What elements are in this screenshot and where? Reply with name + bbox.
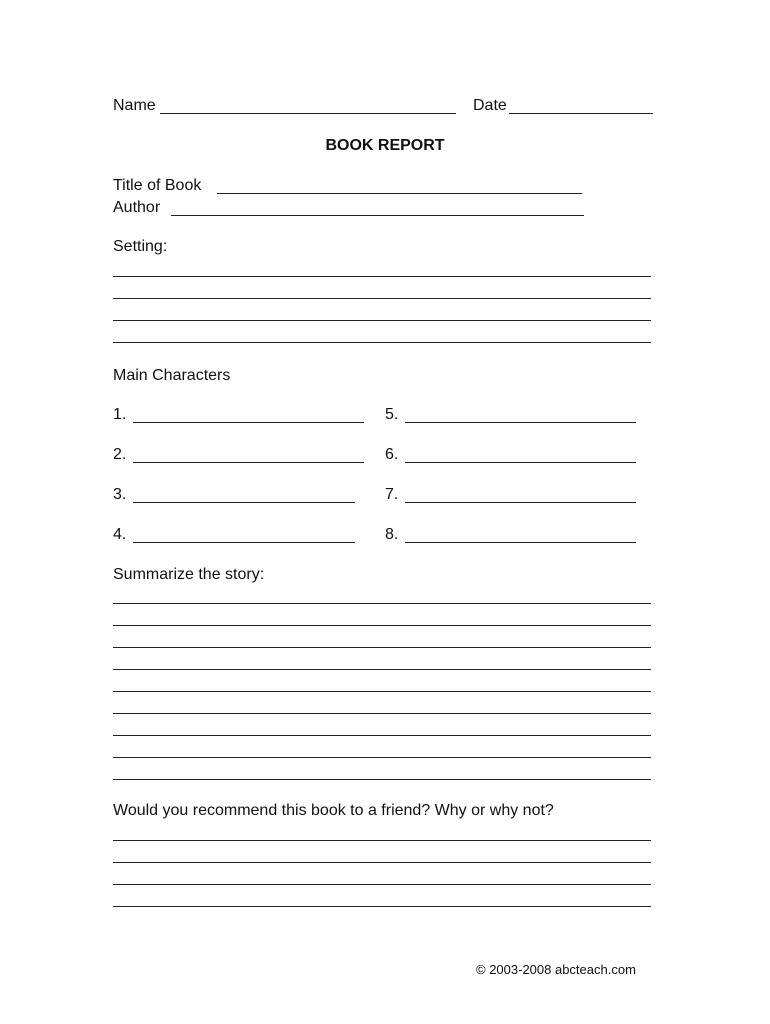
summary-line[interactable] — [113, 603, 651, 604]
page-title: BOOK REPORT — [325, 137, 445, 154]
date-label: Date — [473, 97, 507, 114]
character-number: 6. — [385, 446, 399, 463]
summary-line[interactable] — [113, 647, 651, 648]
setting-label: Setting: — [113, 238, 168, 255]
setting-line[interactable] — [113, 276, 651, 277]
summary-line[interactable] — [113, 713, 651, 714]
character-field-7[interactable] — [405, 502, 636, 503]
summary-line[interactable] — [113, 757, 651, 758]
setting-line[interactable] — [113, 298, 651, 299]
character-number: 5. — [385, 406, 399, 423]
name-field[interactable] — [160, 113, 456, 114]
book-title-label: Title of Book — [113, 177, 202, 194]
character-number: 8. — [385, 526, 399, 543]
character-number: 3. — [113, 486, 127, 503]
character-field-8[interactable] — [405, 542, 636, 543]
book-title-field[interactable] — [217, 193, 582, 194]
recommend-label: Would you recommend this book to a friend? Why or why not? — [113, 802, 554, 819]
character-field-5[interactable] — [405, 422, 636, 423]
summary-line[interactable] — [113, 625, 651, 626]
copyright-text: © 2003-2008 abcteach.com — [476, 962, 636, 977]
character-field-3[interactable] — [133, 502, 355, 503]
recommend-line[interactable] — [113, 840, 651, 841]
setting-line[interactable] — [113, 320, 651, 321]
character-number: 1. — [113, 406, 127, 423]
recommend-line[interactable] — [113, 862, 651, 863]
summary-line[interactable] — [113, 669, 651, 670]
setting-line[interactable] — [113, 342, 651, 343]
character-field-2[interactable] — [133, 462, 364, 463]
character-field-4[interactable] — [133, 542, 355, 543]
summary-line[interactable] — [113, 779, 651, 780]
character-field-6[interactable] — [405, 462, 636, 463]
character-field-1[interactable] — [133, 422, 364, 423]
summary-line[interactable] — [113, 691, 651, 692]
character-number: 2. — [113, 446, 127, 463]
date-field[interactable] — [509, 113, 653, 114]
name-label: Name — [113, 97, 156, 114]
recommend-line[interactable] — [113, 884, 651, 885]
recommend-line[interactable] — [113, 906, 651, 907]
character-number: 7. — [385, 486, 399, 503]
summary-label: Summarize the story: — [113, 566, 265, 583]
main-characters-label: Main Characters — [113, 367, 231, 384]
character-number: 4. — [113, 526, 127, 543]
summary-line[interactable] — [113, 735, 651, 736]
author-label: Author — [113, 199, 161, 216]
author-field[interactable] — [171, 215, 584, 216]
